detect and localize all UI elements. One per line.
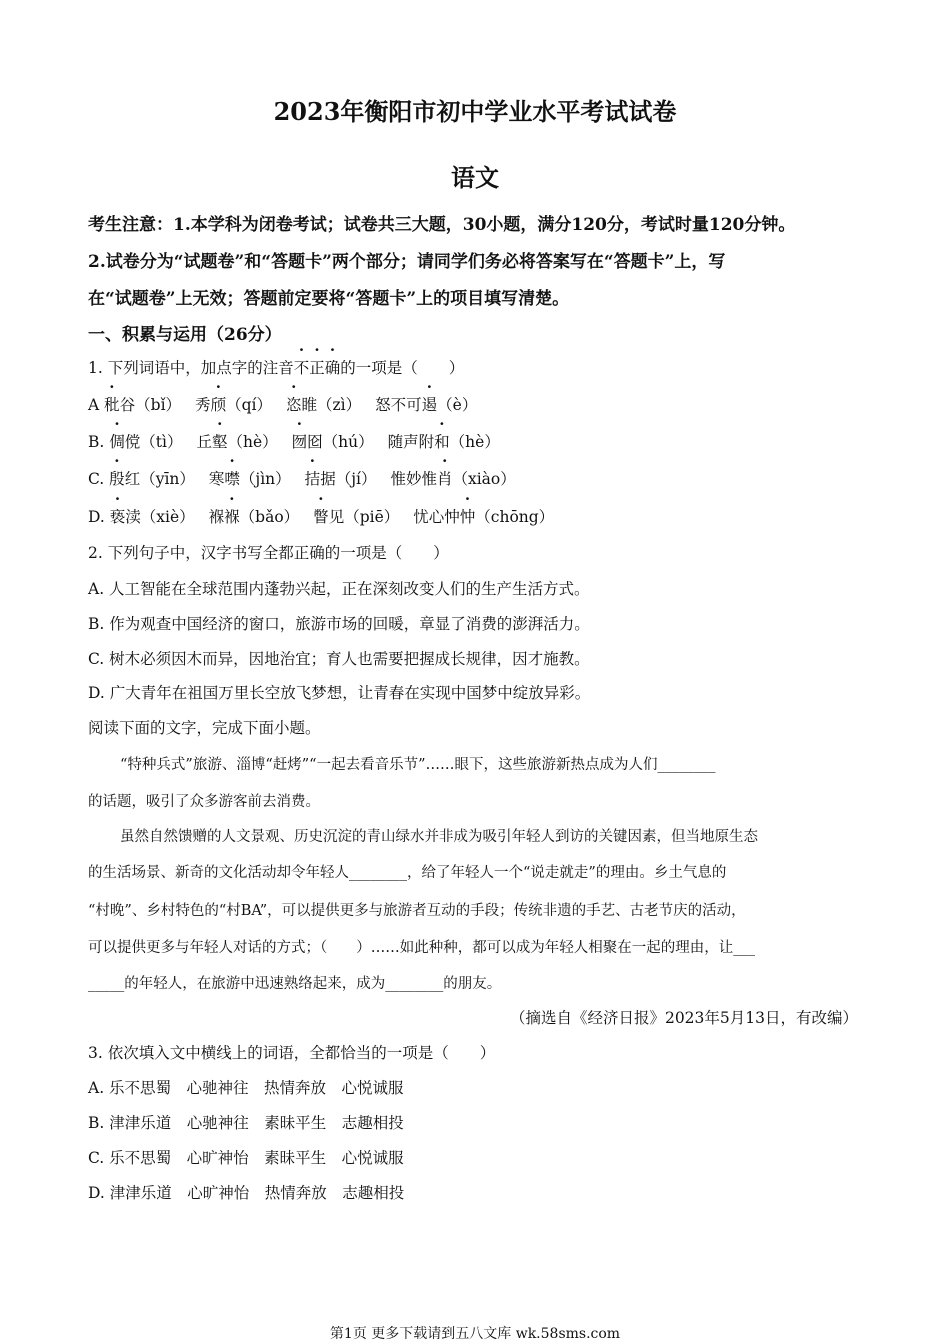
question-3-stem: 3. 依次填入文中横线上的词语，全都恰当的一项是（ ） xyxy=(88,1044,496,1062)
section-heading: 一、积累与运用（26分） xyxy=(88,325,282,345)
question-3-option-d: D. 津津乐道 心旷神怡 热情奔放 志趣相投 xyxy=(88,1184,405,1202)
page-footer: 第1页 更多下载请到五八文库 wk.58sms.com xyxy=(329,1326,621,1342)
question-2-option-d: D. 广大青年在祖国万里长空放飞梦想，让青春在实现中国梦中绽放异彩。 xyxy=(88,684,591,702)
passage-source: （摘选自《经济日报》2023年5月13日，有改编） xyxy=(509,1009,858,1027)
passage-line-1: “特种兵式”旅游、淄博“赶烤”“一起去看音乐节”……眼下，这些旅游新热点成为人们________ xyxy=(120,757,716,773)
question-1-option-d: D. 亵渎（xiè） 褓褓（bǎo） 瞥见（piē） 忧心忡忡（chōng） xyxy=(88,508,555,526)
passage-line-6: 可以提供更多与年轻人对话的方式；（ ）……如此种种，都可以成为年轻人相聚在一起的理由，让___ xyxy=(88,940,755,956)
question-2-stem: 2. 下列句子中，汉字书写全都正确的一项是（ ） xyxy=(88,544,449,562)
passage-line-3: 虽然自然馈赠的人文景观、历史沉淀的青山绿水并非成为吸引年轻人到访的关键因素，但当地原生态 xyxy=(120,829,758,845)
question-2-option-c: C. 树木必须因木而异，因地治宜；育人也需要把握成长规律，因才施教。 xyxy=(88,650,590,668)
question-1-option-a: A 秕谷（bǐ） 秀颀（qí） 恣睢（zì） 怒不可遏（è） xyxy=(88,396,478,414)
notice-line-3: 在“试题卷”上无效；答题前定要将“答题卡”上的项目填写清楚。 xyxy=(88,289,570,309)
passage-line-7: _____的年轻人，在旅游中迅速熟络起来，成为________的朋友。 xyxy=(88,976,502,992)
question-3-option-c: C. 乐不思蜀 心旷神怡 素昧平生 心悦诚服 xyxy=(88,1149,404,1167)
question-2-option-b: B. 作为观查中国经济的窗口，旅游市场的回暖，章显了消费的澎湃活力。 xyxy=(88,615,590,633)
passage-line-5: “村晚”、乡村特色的“村BA”，可以提供更多与旅游者互动的手段；传统非遗的手艺、古老节庆的活动， xyxy=(88,903,746,919)
subject-title: 语文 xyxy=(451,163,499,192)
question-1-option-c: C. 殷红（yīn） 寒噤（jìn） 拮据（jí） 惟妙惟肖（xiào） xyxy=(88,470,516,488)
reading-intro: 阅读下面的文字，完成下面小题。 xyxy=(88,719,321,737)
dotted-emphasis: 不正确 xyxy=(293,359,341,377)
passage-line-2: 的话题，吸引了众多游客前去消费。 xyxy=(88,794,320,810)
notice-line-1: 考生注意：1.本学科为闭卷考试；试卷共三大题，30小题，满分120分，考试时量120分钟。 xyxy=(88,215,796,235)
question-1-option-b: B. 倜傥（tì） 丘壑（hè） 囫囵（hú） 随声附和（hè） xyxy=(88,433,500,451)
notice-line-2: 2.试卷分为“试题卷”和“答题卡”两个部分；请同学们务必将答案写在“答题卡”上，写 xyxy=(88,252,726,272)
passage-line-4: 的生活场景、新奇的文化活动却令年轻人________，给了年轻人一个“说走就走”的理由。乡土气息的 xyxy=(88,865,727,881)
question-3-option-b: B. 津津乐道 心驰神往 素昧平生 志趣相投 xyxy=(88,1114,404,1132)
exam-title: 2023年衡阳市初中学业水平考试试卷 xyxy=(273,97,677,126)
question-3-option-a: A. 乐不思蜀 心驰神往 热情奔放 心悦诚服 xyxy=(88,1079,404,1097)
question-2-option-a: A. 人工智能在全球范围内蓬勃兴起，正在深刻改变人们的生产生活方式。 xyxy=(88,580,590,598)
question-1-stem: 1. 下列词语中，加点字的注音不正确的一项是（ ） xyxy=(88,359,465,377)
